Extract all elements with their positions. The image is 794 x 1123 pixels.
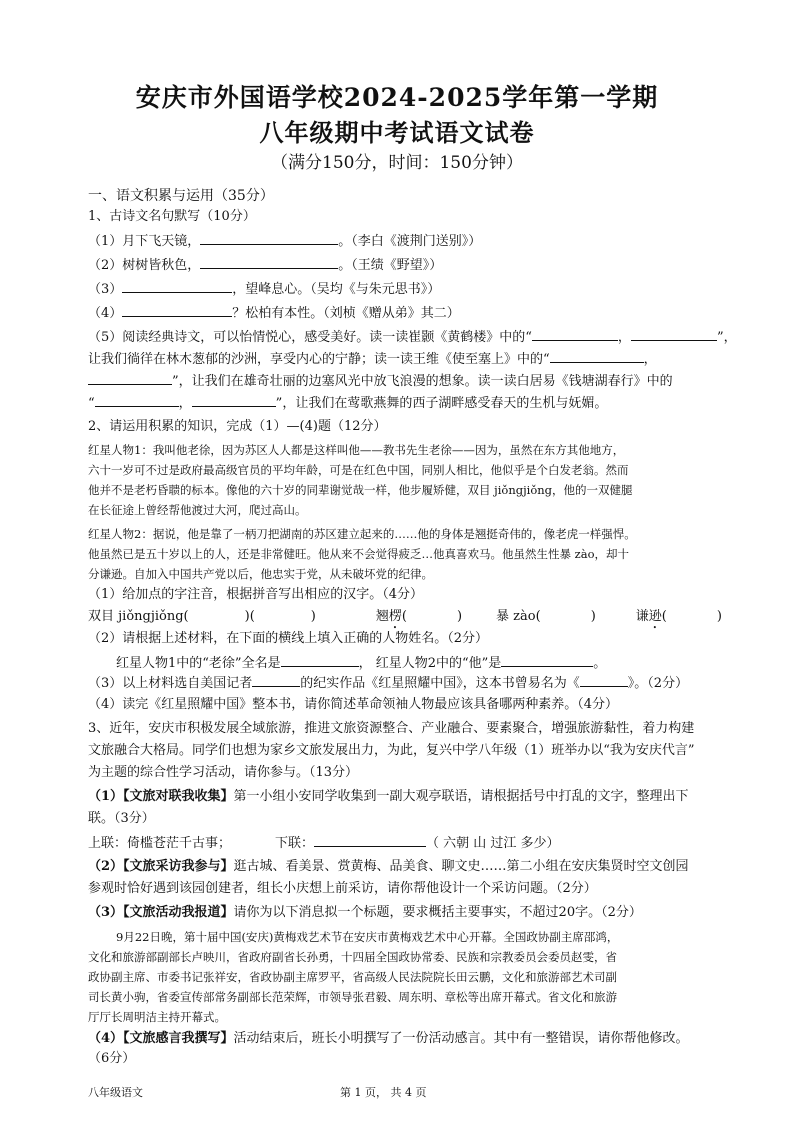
q2-passage-1-line: 红星人物1：我叫他老徐，因为苏区人人都是这样叫他——教书先生老徐——因为，虽然在东方其他地方，: [88, 443, 625, 457]
q2-item-2-c: ): [456, 609, 463, 624]
q3-news-line: 厅厅长周明洁主持开幕式。: [88, 1010, 226, 1024]
q2-sub-2-answer: [116, 653, 606, 674]
answer-blank[interactable]: [95, 393, 179, 407]
q3-1-text: 第一小组小安同学收集到一副大观亭联语，请根据括号中打乱的文字，整理出下: [233, 789, 689, 804]
q1-6-suffix: ，: [643, 352, 657, 367]
q3-sub-2-cont: 参观时恰好遇到该园创建者，组长小庆想上前采访，请你帮他设计一个采访问题。（2分）: [88, 881, 597, 896]
q3-sub-1-cont: 联。（3分）: [88, 811, 155, 826]
q3-news-line: 司长黄小驹，省委宣传部常务副部长范荣辉，市领导张君毅、周东明、章松等出席开幕式。省文化和旅游: [88, 990, 617, 1004]
q2-passage-2-line: 他虽然已是五十岁以上的人，还是非常健旺。他从来不会觉得疲乏…他真喜欢马。他虽然生性暴 zào，却十: [88, 547, 629, 561]
q1-title: 1、古诗文名句默写（10分）: [88, 209, 256, 224]
q2-passage-1-line: 六十一岁可不过是政府最高级官员的平均年龄，可是在红色中国，同别人相比，他似乎是个白发老翁。然而: [88, 463, 629, 477]
q3-2-label: （2）【文旅采访我参与】: [88, 859, 234, 874]
q2-sub-4: （4）读完《红星照耀中国》整本书，请你简述革命领袖人物最应该具备哪两种素养。（4分）: [88, 697, 619, 712]
q2-item-2-a: 翘: [375, 609, 389, 624]
footer-page-number: 第 1 页， 共 4 页: [340, 1086, 427, 1099]
footer-subject: 八年级语文: [88, 1086, 143, 1099]
answer-blank[interactable]: [532, 327, 618, 341]
q2-item-1-b: )(: [244, 609, 255, 624]
q2-passage-1-line: 他并不是老朽昏聩的标本。像他的六十岁的同辈谢觉哉一样，他步履矫健，双目 jiǒngjiǒng，他的一双健腿: [88, 483, 633, 497]
q2-passage-2-line: 分谦逊。自加入中国共产党以后，他忠实于党，从未破坏党的纪律。: [88, 567, 433, 581]
q2-2-suffix: 。: [593, 656, 607, 671]
exam-subtitle: 八年级期中考试语文试卷: [259, 118, 535, 147]
q3-intro-line: 为主题的综合性学习活动，请你参与。（13分）: [88, 765, 359, 780]
exam-meta: （满分150分，时间：150分钟）: [271, 153, 523, 173]
answer-blank[interactable]: [200, 255, 338, 269]
q1-line-3: [88, 279, 440, 300]
q1-7-text: ”，让我们在雄奇壮丽的边塞风光中放飞浪漫的想象。读一读白居易《钱塘湖春行》中的: [172, 374, 673, 389]
q3-sub-4-cont: （6分）: [88, 1051, 136, 1066]
answer-blank[interactable]: [580, 673, 628, 687]
q2-3-mid: 的纪实作品《红星照耀中国》，这本书曾易名为《: [300, 676, 580, 691]
section-1-title: 一、语文积累与运用（35分）: [88, 188, 274, 204]
q2-sub-3: [88, 673, 688, 694]
q1-line-7: [88, 371, 673, 392]
couplet-upper: 上联：倚槛苍茫千古事；: [88, 836, 232, 851]
q3-intro-line: 文旅融合大格局。同学们也想为家乡文旅发展出力，为此，复兴中学八年级（1）班举办以“我为安庆代言”: [88, 743, 695, 758]
q2-item-3-a: 暴 zào(: [496, 609, 541, 624]
answer-blank[interactable]: [200, 231, 338, 245]
q2-2-mid: ， 红星人物2中的“他”是: [358, 656, 502, 671]
answer-blank[interactable]: [122, 279, 232, 293]
q3-4-text: 活动结束后，班长小明撰写了一份活动感言。其中有一整错误，请你帮他修改。: [233, 1031, 689, 1046]
q3-couplet: [88, 833, 560, 854]
q2-item-3-b: ): [590, 609, 596, 624]
q3-sub-2: [88, 857, 689, 877]
q1-line-8: [88, 393, 607, 414]
q1-5-prefix: （5）阅读经典诗文，可以怡情悦心，感受美好。读一读崔颢《黄鹤楼》中的“: [88, 330, 532, 345]
q1-2-suffix: 。（王绩《野望》）: [338, 258, 443, 273]
q2-sub-1: （1）给加点的字注音，根据拼音写出相应的汉字。（4分）: [88, 587, 424, 602]
q3-news-line: 9月22日晚，第十届中国(安庆)黄梅戏艺术节在安庆市黄梅戏艺术中心开幕。全国政协副主席邵鸿，: [116, 930, 619, 944]
answer-blank[interactable]: [281, 653, 359, 667]
q2-item-4-a: 谦: [635, 609, 649, 624]
q1-1-suffix: 。（李白《渡荆门送别》）: [338, 234, 482, 249]
q3-news-line: 政协副主席、市委书记张祥安，省政协副主席罗平，省高级人民法院院长田云鹏，文化和旅游部艺术司副: [88, 970, 617, 984]
q1-1-prefix: （1）月下飞天镜，: [88, 234, 201, 249]
q3-intro-line: 3、近年，安庆市积极发展全域旅游，推进文旅资源整合、产业融合、要素聚合，增强旅游黏性，着力构建: [88, 721, 695, 736]
answer-blank[interactable]: [252, 673, 300, 687]
q1-line-1: [88, 231, 481, 252]
q2-passage-2-line: 红星人物2：据说，他是靠了一柄刀把湖南的苏区建立起来的……他的身体是翘挺奇伟的，像老虎一样强悍。: [88, 527, 636, 541]
q3-sub-1: [88, 787, 689, 807]
q2-item-1-c: ): [310, 609, 316, 624]
q3-1-label: （1）【文旅对联我收集】: [88, 789, 234, 804]
q1-2-prefix: （2）树树皆秋色，: [88, 258, 201, 273]
answer-blank[interactable]: [88, 371, 172, 385]
q3-news-line: 文化和旅游部副部长卢映川，省政府副省长孙勇，十四届全国政协常委、民族和宗教委员会委员赵雯，省: [88, 950, 617, 964]
q1-line-5: [88, 327, 737, 348]
q1-4-suffix: ？松柏有本性。（刘桢《赠从弟》其二）: [232, 306, 460, 321]
q1-8-suffix: ”，让我们在莺歌燕舞的西子湖畔感受春天的生机与妩媚。: [275, 396, 608, 411]
q1-4-prefix: （4）: [88, 306, 123, 321]
q2-item-2-dotted: 楞: [388, 609, 402, 624]
q3-sub-3: [88, 903, 642, 923]
answer-blank[interactable]: [192, 393, 276, 407]
exam-title: 安庆市外国语学校2024-2025学年第一学期: [135, 83, 659, 112]
q1-8-mid: ，: [178, 396, 192, 411]
answer-blank[interactable]: [550, 349, 644, 363]
answer-blank[interactable]: [631, 327, 717, 341]
q2-2-prefix: 红星人物1中的“老徐”全名是: [116, 656, 281, 671]
q2-3-prefix: （3）以上材料选自美国记者: [88, 676, 253, 691]
answer-blank[interactable]: [501, 653, 593, 667]
q2-passage-1-line: 在长征途上曾经帮他渡过大河，爬过高山。: [88, 503, 307, 517]
answer-blank[interactable]: [314, 833, 426, 847]
q2-sub-2: （2）请根据上述材料，在下面的横线上填入正确的人物姓名。（2分）: [88, 631, 489, 646]
q2-item-4-b: (: [661, 609, 667, 624]
q1-8-prefix: “: [88, 396, 95, 411]
q1-3-suffix: ，望峰息心。（吴均《与朱元思书》）: [232, 282, 441, 297]
q1-6-prefix: 让我们徜徉在林木葱郁的沙洲，享受内心的宁静；读一读王维《使至塞上》中的“: [88, 352, 550, 367]
q3-sub-4: [88, 1029, 689, 1049]
q3-3-text: 请你为以下消息拟一个标题，要求概括主要事实，不超过20字。（2分）: [233, 905, 642, 920]
q1-line-4: [88, 303, 460, 324]
q2-item-4-dotted: 逊: [648, 609, 662, 624]
q2-3-suffix: 》。（2分）: [627, 676, 689, 691]
q1-3-prefix: （3）: [88, 282, 123, 297]
couplet-scrambled-words: （ 六朝 山 过江 多少）: [426, 836, 560, 851]
q1-5-mid: ，: [617, 330, 631, 345]
q2-item-1-a: 双目 jiǒngjiǒng(: [88, 609, 189, 624]
q3-4-label: （4）【文旅感言我撰写】: [88, 1031, 234, 1046]
q1-5-suffix: ”，: [716, 330, 737, 345]
couplet-lower-label: 下联：: [275, 836, 315, 851]
q2-title: 2、请运用积累的知识，完成（1）—(4)题（12分）: [88, 419, 387, 434]
q3-3-label: （3）【文旅活动我报道】: [88, 905, 234, 920]
q2-item-2-b: (: [401, 609, 407, 624]
q1-line-6: [88, 349, 657, 370]
q2-item-4-c: ): [716, 609, 722, 624]
q1-line-2: [88, 255, 442, 276]
q3-2-text: 逛古城、看美景、赏黄梅、品美食、聊文史……第二小组在安庆集贤时空文创园: [233, 859, 689, 874]
answer-blank[interactable]: [122, 303, 232, 317]
